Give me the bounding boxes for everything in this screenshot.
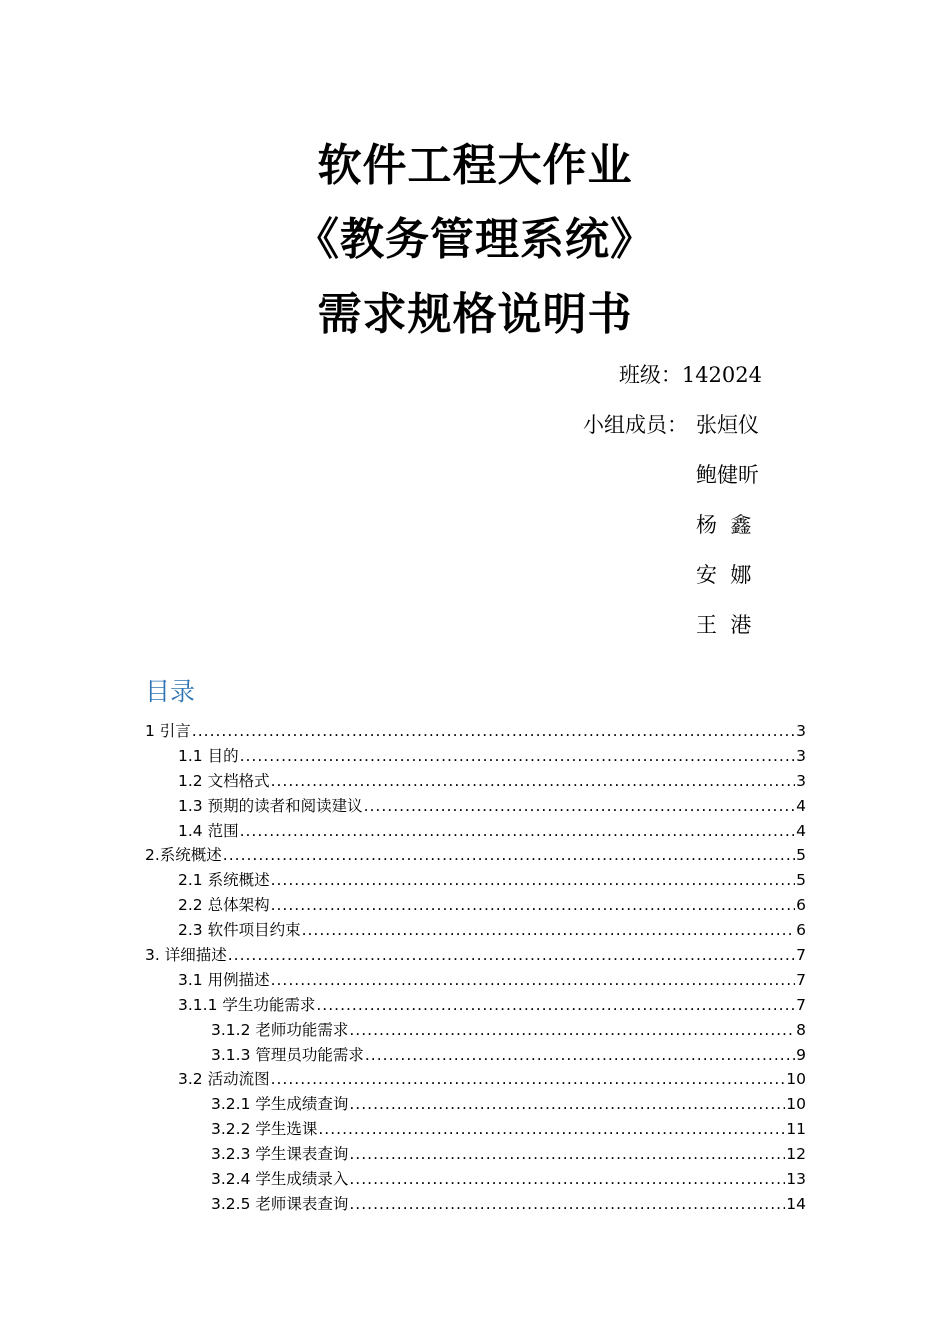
toc-entry-title: 3. 详细描述 [145,946,227,965]
toc-entry[interactable] [145,1167,806,1192]
toc-entry[interactable] [145,1192,806,1217]
toc-entry[interactable] [145,1142,806,1167]
toc-entry[interactable] [145,1092,806,1117]
toc-entry-page: 4 [796,796,806,815]
toc-entry-title: 2.系统概述 [145,846,222,865]
toc-leader-dots [240,819,796,844]
toc-entry-page: 3 [796,771,806,790]
toc-entry-title: 3.2.5 老师课表查询 [211,1194,349,1213]
toc-entry-title: 3.1.1 学生功能需求 [178,995,316,1014]
toc-entry[interactable] [145,1117,806,1142]
member-name: 鲍健昕 [696,463,759,487]
toc-entry-page: 6 [796,921,806,940]
table-of-contents [145,719,806,1217]
toc-entry[interactable] [145,744,806,769]
toc-entry-page: 6 [796,896,806,915]
toc-entry-title: 3.2 活动流图 [178,1070,270,1089]
member-name: 王 港 [696,613,752,637]
toc-entry[interactable] [145,918,806,943]
toc-entry[interactable] [145,968,806,993]
toc-leader-dots [349,1167,785,1192]
toc-heading: 目录 [145,677,196,706]
toc-leader-dots [364,794,796,819]
toc-entry[interactable] [145,819,806,844]
toc-entry-page: 7 [796,970,806,989]
toc-leader-dots [349,1092,785,1117]
toc-entry-page: 10 [786,1070,806,1089]
toc-leader-dots [349,1192,785,1217]
toc-entry-title: 1.2 文档格式 [178,771,270,790]
title-line-2: 《教务管理系统》 [295,214,655,265]
toc-leader-dots [349,1018,795,1043]
toc-leader-dots [349,1142,785,1167]
toc-entry-page: 3 [796,722,806,740]
toc-entry-title: 1.4 范围 [178,821,239,840]
toc-entry-page: 5 [796,846,806,865]
toc-entry-page: 12 [786,1145,806,1164]
toc-entry-page: 9 [796,1045,806,1064]
toc-leader-dots [302,918,796,943]
toc-entry[interactable] [145,993,806,1018]
members-label: 小组成员： [583,413,688,437]
toc-entry[interactable] [145,769,806,794]
toc-entry[interactable] [145,794,806,819]
toc-leader-dots [271,769,796,794]
toc-entry-page: 10 [786,1095,806,1114]
toc-entry-title: 3.2.2 学生选课 [211,1120,318,1139]
toc-entry[interactable] [145,943,806,968]
toc-entry[interactable] [145,1018,806,1043]
toc-entry-title: 1.1 目的 [178,746,239,765]
toc-entry-title: 3.2.1 学生成绩查询 [211,1095,349,1114]
toc-leader-dots [365,1043,795,1068]
toc-entry-page: 13 [786,1170,806,1189]
toc-entry-page: 3 [796,746,806,765]
member-name: 杨 鑫 [696,513,752,537]
class-info: 班级：142024 [618,363,762,387]
toc-entry-page: 5 [796,871,806,890]
toc-entry[interactable] [145,1067,806,1092]
member-name: 安 娜 [696,563,752,587]
toc-entry[interactable] [145,843,806,868]
toc-entry-page: 7 [796,946,806,965]
toc-leader-dots [318,1117,785,1142]
toc-entry-page: 7 [796,995,806,1014]
toc-entry-page: 4 [796,821,806,840]
toc-leader-dots [228,943,795,968]
toc-entry-title: 3.1.3 管理员功能需求 [211,1045,364,1064]
toc-entry-title: 3.1 用例描述 [178,970,270,989]
toc-entry-title: 2.3 软件项目约束 [178,921,301,940]
toc-entry[interactable] [145,893,806,918]
toc-leader-dots [316,993,795,1018]
toc-leader-dots [271,968,796,993]
toc-leader-dots [192,719,795,744]
toc-entry-title: 1 引言 [145,722,191,740]
toc-entry-page: 11 [786,1120,806,1139]
toc-entry-title: 1.3 预期的读者和阅读建议 [178,796,363,815]
toc-leader-dots [271,868,796,893]
member-name: 张烜仪 [696,413,759,437]
toc-leader-dots [240,744,796,769]
toc-entry-title: 3.2.3 学生课表查询 [211,1145,349,1164]
toc-leader-dots [271,1067,786,1092]
toc-entry[interactable] [145,1043,806,1068]
toc-leader-dots [223,843,795,868]
toc-entry[interactable] [145,868,806,893]
toc-entry-page: 8 [796,1020,806,1039]
title-line-1: 软件工程大作业 [317,140,633,191]
toc-entry-title: 2.1 系统概述 [178,871,270,890]
toc-entry-page: 14 [786,1194,806,1213]
title-line-3: 需求规格说明书 [317,289,633,340]
toc-entry-title: 3.2.4 学生成绩录入 [211,1170,349,1189]
toc-entry[interactable] [145,719,806,744]
toc-entry-title: 3.1.2 老师功能需求 [211,1020,349,1039]
toc-leader-dots [271,893,796,918]
toc-entry-title: 2.2 总体架构 [178,896,270,915]
